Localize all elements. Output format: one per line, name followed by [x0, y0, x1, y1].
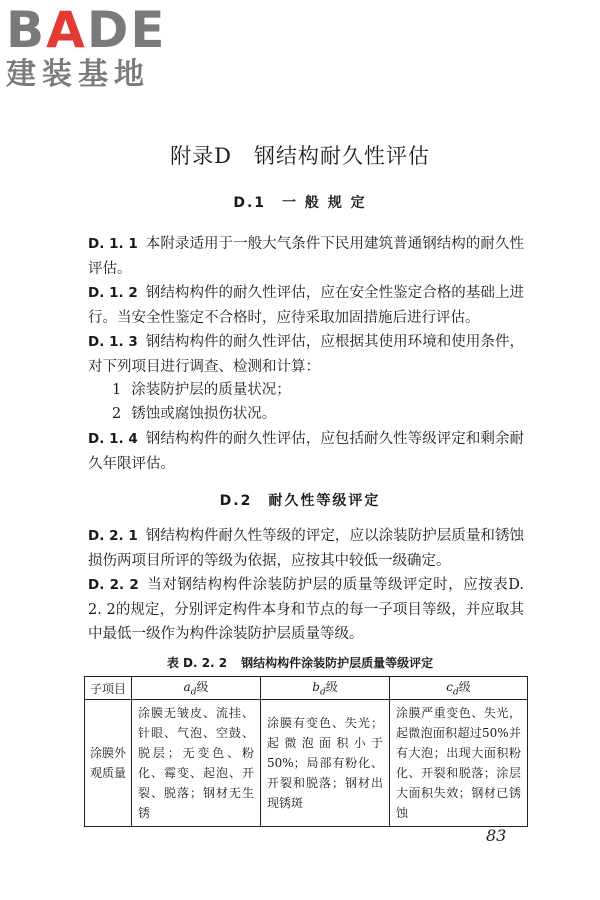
header-grade-c: $c_d$级: [390, 677, 528, 700]
clause-d-2-1: [88, 524, 524, 573]
list-item: [112, 402, 276, 426]
clause-d-1-1: [88, 232, 524, 281]
clause-text: 本附录适用于一般大气条件下民用建筑普通钢结构的耐久性评估。: [88, 236, 524, 277]
header-subitem: 子项目: [85, 677, 132, 700]
table-caption: [0, 654, 600, 671]
cell-grade-b: 涂膜有变色、失光；起微泡面积小于50%；局部有粉化、开裂和脱落；钢材出现锈斑: [261, 700, 390, 827]
item-text: 涂装防护层的质量状况；: [131, 382, 291, 398]
clause-text: 钢结构构件的耐久性评估，应根据其使用环境和使用条件，对下列项目进行调查、检测和计算：: [88, 334, 524, 375]
cell-grade-a: 涂膜无皱皮、流挂、针眼、气泡、空鼓、脱层；无变色、粉化、霉变、起泡、开裂、脱落；钢材无生锈: [132, 700, 261, 827]
clause-number: D. 1. 3: [88, 334, 138, 350]
clause-number: D. 2. 1: [88, 528, 138, 544]
row-label: 涂膜外观质量: [85, 700, 132, 827]
logo-wordmark: BADE: [6, 1, 167, 59]
clause-number: D. 2. 2: [88, 577, 139, 593]
item-number: 1: [112, 382, 122, 398]
clause-number: D. 1. 1: [88, 236, 138, 252]
clause-text: 当对钢结构构件涂装防护层的质量等级评定时，应按表D. 2. 2的规定，分别评定构件本身和节点的每一子项目等级，并应取其中最低一级作为构件涂装防护层质量等级。: [88, 577, 524, 642]
coating-grade-table: [84, 676, 528, 827]
cell-grade-c: 涂膜严重变色、失光，起微泡面积超过50%并有大泡；出现大面积粉化、开裂和脱落；涂层大面积失效；钢材已锈蚀: [390, 700, 528, 827]
table-header-row: [85, 677, 528, 700]
clause-d-1-4: [88, 427, 524, 476]
clause-number: D. 1. 2: [88, 285, 138, 301]
clause-text: 钢结构构件的耐久性评估，应在安全性鉴定合格的基础上进行。当安全性鉴定不合格时，应待采取加固措施后进行评估。: [88, 285, 524, 326]
header-grade-a: $a_d$级: [132, 677, 261, 700]
clause-d-2-2: [88, 573, 524, 647]
clause-d-1-2: [88, 281, 524, 330]
table-number: 表 D. 2. 2: [166, 656, 228, 670]
item-text: 锈蚀或腐蚀损伤状况。: [131, 406, 277, 422]
header-grade-b: $b_d$级: [261, 677, 390, 700]
appendix-title: 附录D 钢结构耐久性评估: [170, 144, 430, 168]
item-number: 2: [112, 406, 122, 422]
clause-text: 钢结构构件的耐久性评估，应包括耐久性等级评定和剩余耐久年限评估。: [88, 431, 524, 472]
logo-subtitle: 建装基地: [6, 57, 150, 92]
table-title: 钢结构构件涂装防护层质量等级评定: [241, 656, 434, 670]
page-number: 83: [486, 826, 507, 845]
clause-text: 钢结构构件耐久性等级的评定，应以涂装防护层质量和锈蚀损伤两项目所评的等级为依据，应按其中较低一级确定。: [88, 528, 524, 569]
section-title-d1: D.1 一 般 规 定: [233, 195, 367, 211]
clause-number: D. 1. 4: [88, 431, 138, 447]
list-item: [112, 378, 291, 402]
section-title-d2: D.2 耐久性等级评定: [219, 493, 381, 509]
bade-logo: [6, 1, 167, 92]
table-row: [85, 700, 528, 827]
clause-d-1-3: [88, 330, 524, 379]
